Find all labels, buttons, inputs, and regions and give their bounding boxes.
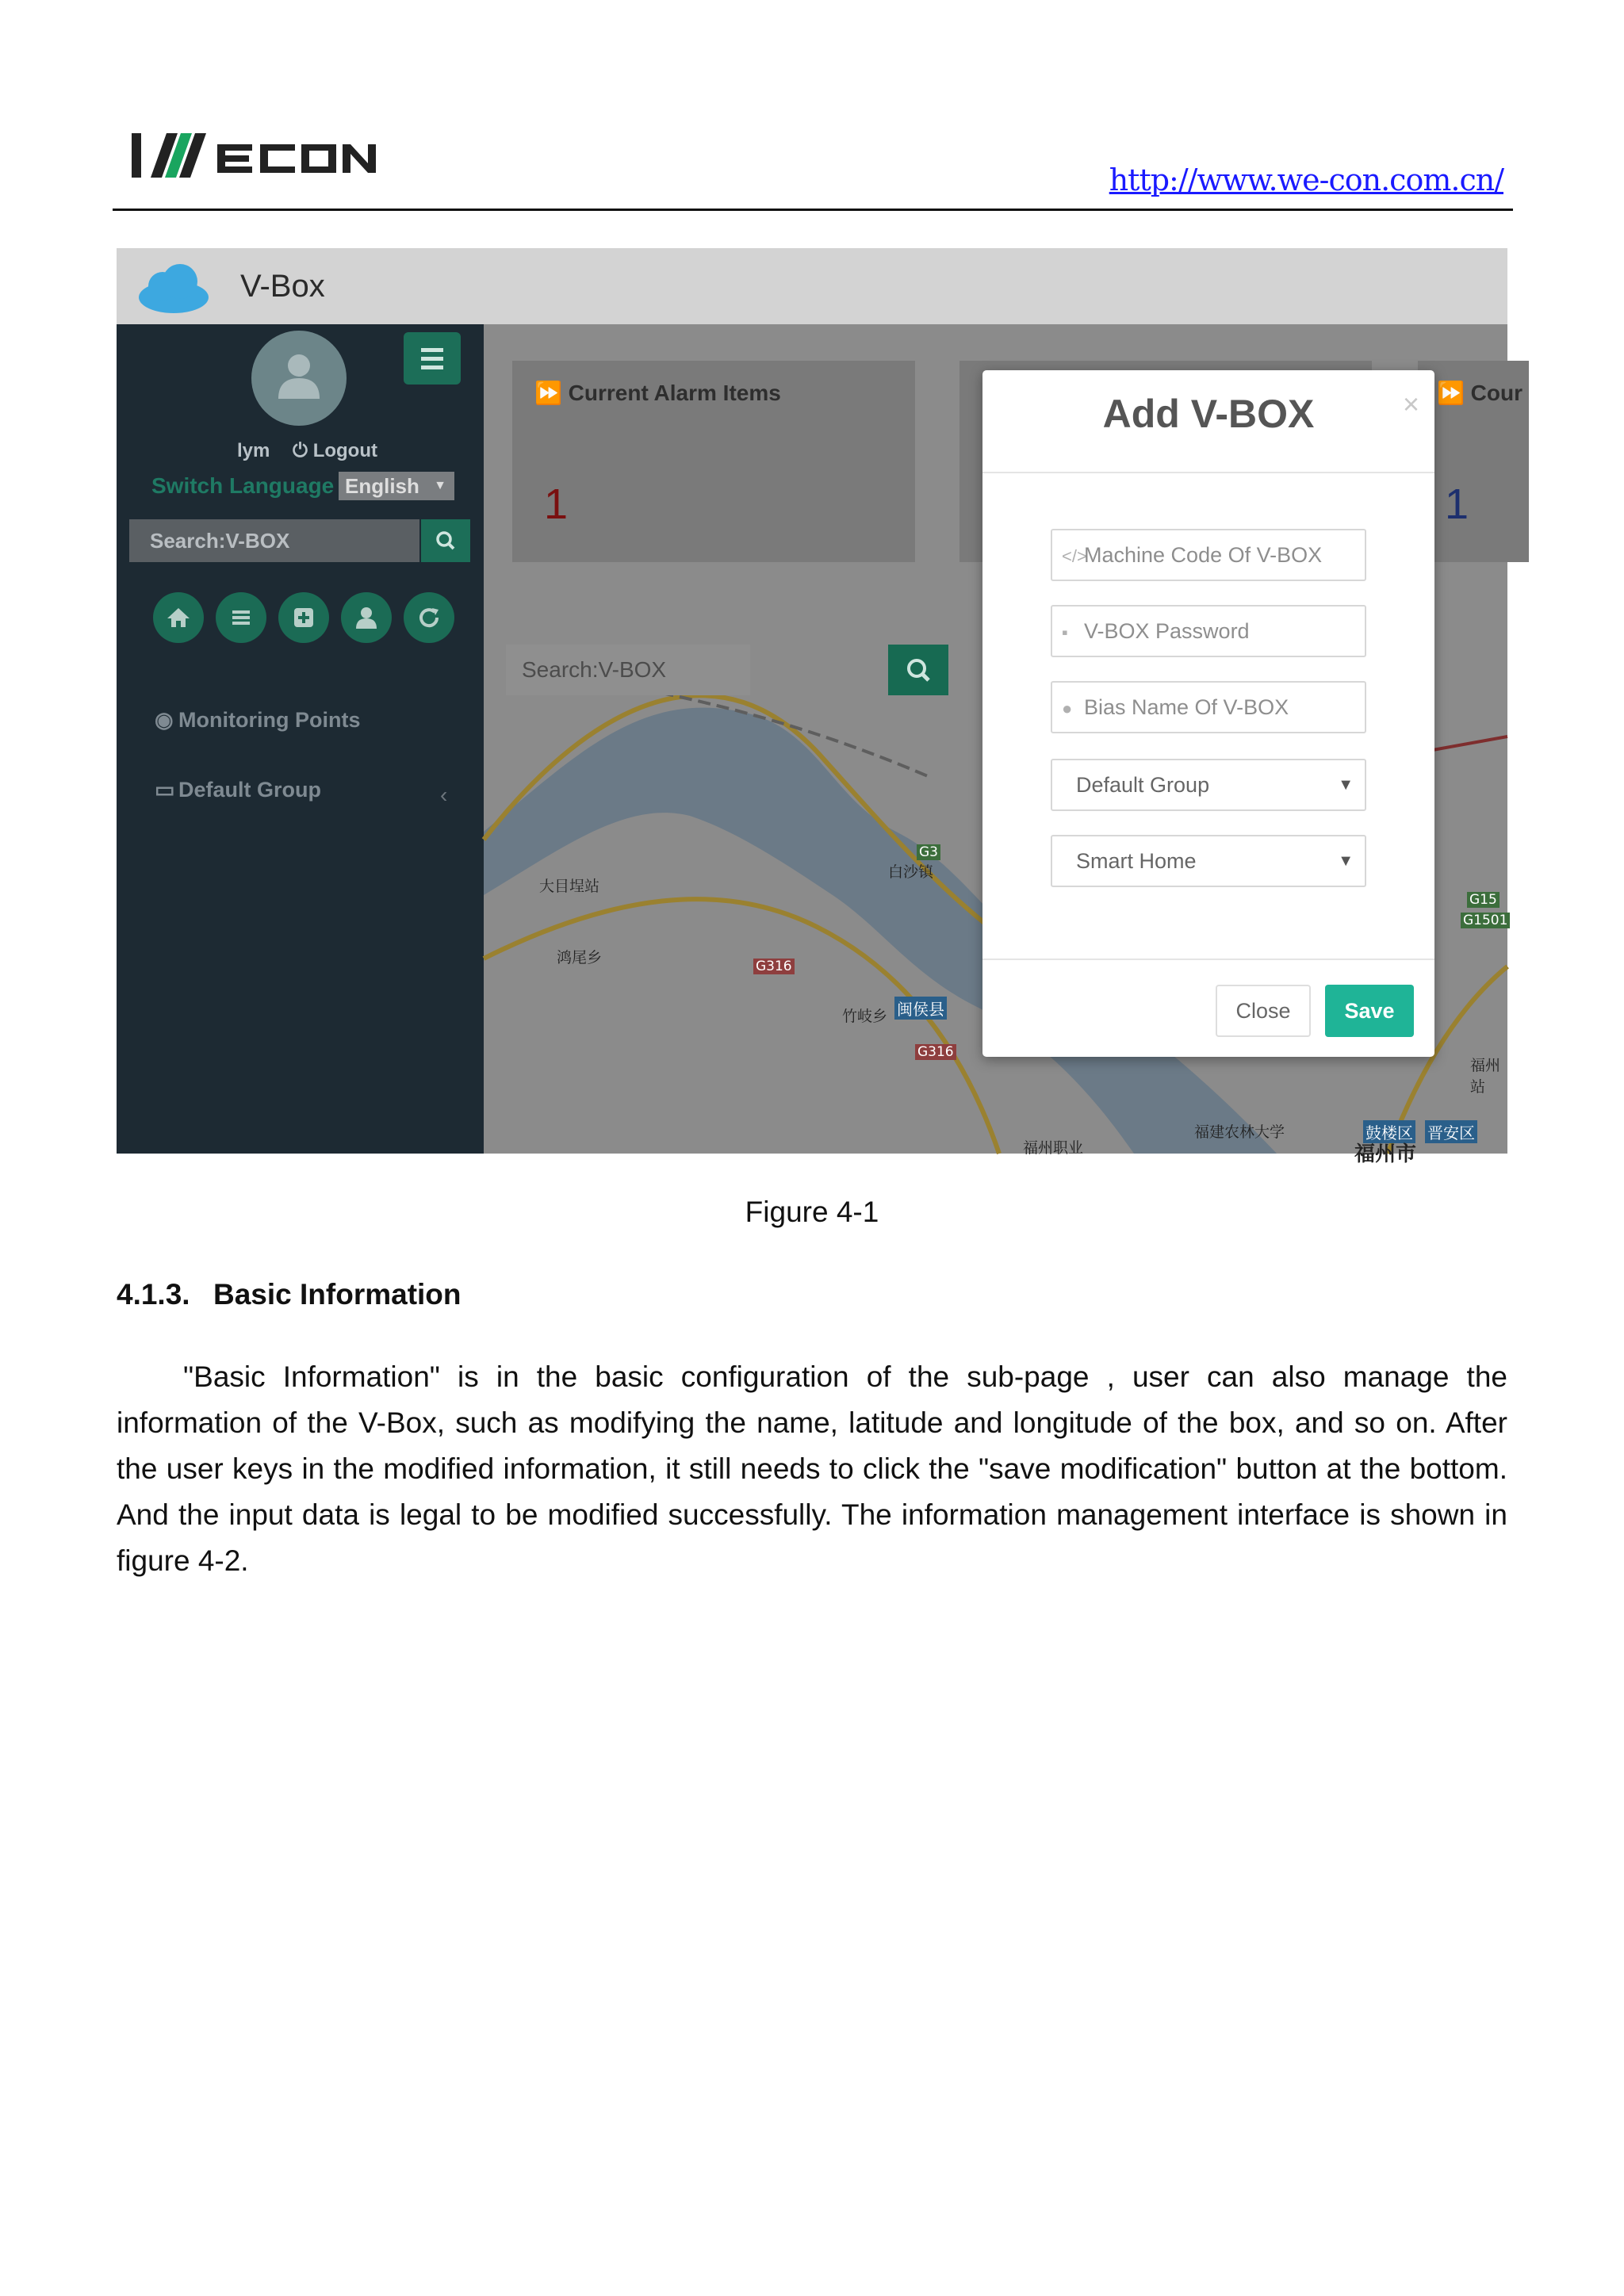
save-button[interactable]: Save [1325, 985, 1414, 1037]
user-icon [354, 605, 379, 630]
count-value: 1 [1445, 480, 1469, 528]
map-label: 福州站 [1470, 1057, 1501, 1096]
app-header-bar [117, 248, 1507, 324]
nav-label: Monitoring Points [178, 708, 361, 732]
select-value: Default Group [1076, 773, 1210, 797]
eye-icon: ◉ [155, 708, 174, 732]
user-icon: ● [1062, 698, 1073, 718]
logout-link[interactable] [293, 440, 377, 461]
add-button[interactable] [278, 592, 329, 643]
language-select[interactable] [339, 472, 454, 500]
wecon-logo [128, 127, 376, 184]
language-value: English [345, 474, 419, 498]
select-value: Smart Home [1076, 849, 1197, 873]
user-button[interactable] [341, 592, 392, 643]
map-label: G1501 [1461, 913, 1510, 928]
field-placeholder: Machine Code Of V-BOX [1084, 543, 1323, 567]
menu-toggle-button[interactable] [404, 332, 461, 385]
map-label: 鸿尾乡 [557, 949, 603, 966]
header-divider [113, 209, 1513, 211]
body-paragraph: "Basic Information" is in the basic configuration of the sub-page , user can also manage the information of the V-Box, such as modifying the name, latitude and longitude of the box, and so on. After the user keys in the modified information, it still needs to click the "save modification" button at the bottom. And the input data is legal to be modified successfully. The information management interface is shown in figure 4-2. [117, 1360, 1507, 1577]
map-label: G316 [753, 959, 795, 974]
refresh-icon [416, 605, 442, 630]
section-number: 4.1.3. [117, 1278, 190, 1311]
machine-code-input[interactable] [1051, 529, 1366, 581]
map-label: 闽侯县 [894, 997, 947, 1020]
plus-square-icon [291, 605, 316, 630]
chevron-down-icon: ▼ [1338, 852, 1354, 870]
switch-language-label: Switch Language [151, 473, 335, 498]
power-icon: ⏻ [293, 440, 308, 461]
modal-header-divider [982, 472, 1434, 473]
code-icon: </> [1062, 546, 1087, 566]
home-icon [166, 605, 191, 630]
refresh-button[interactable] [404, 592, 454, 643]
section-heading [117, 1278, 462, 1311]
map-search-input[interactable]: Search:V-BOX [506, 645, 750, 695]
sidebar-search-input[interactable]: Search:V-BOX [129, 519, 419, 562]
avatar [251, 331, 347, 426]
search-icon [888, 645, 948, 695]
sidebar [117, 324, 484, 1154]
screenshot-figure [117, 248, 1522, 1166]
nav-label: Default Group [178, 778, 321, 802]
add-vbox-modal [982, 370, 1434, 1057]
nav-monitoring-points[interactable] [155, 708, 360, 733]
logout-label: Logout [312, 440, 377, 461]
folder-icon: ▭ [155, 778, 175, 802]
alarm-panel [512, 361, 915, 562]
map-label: 福州职业 [1023, 1139, 1084, 1157]
map-search-button[interactable] [888, 645, 948, 695]
modal-footer-divider [982, 959, 1434, 960]
close-button[interactable]: Close [1216, 985, 1311, 1037]
chevron-left-icon[interactable]: ‹ [440, 783, 448, 807]
home-button[interactable] [153, 592, 204, 643]
map-label: 福州市 [1354, 1142, 1417, 1166]
panel-title: ⏩ Cour [1437, 381, 1522, 405]
figure-caption: Figure 4-1 [745, 1196, 879, 1228]
header-url-link[interactable]: http://www.we-con.com.cn/ [1109, 163, 1503, 197]
username: lym [237, 440, 270, 461]
nav-default-group[interactable] [155, 778, 321, 802]
map-label: G3 [917, 844, 940, 860]
user-row [237, 440, 377, 462]
scene-select[interactable] [1051, 835, 1366, 887]
close-icon[interactable]: × [1403, 388, 1420, 420]
user-avatar-icon [275, 351, 323, 404]
map-label: 福建农林大学 [1194, 1123, 1285, 1141]
list-button[interactable] [216, 592, 266, 643]
field-placeholder: Bias Name Of V-BOX [1084, 695, 1289, 719]
section-title: Basic Information [213, 1278, 462, 1311]
map-label: 大目埕站 [539, 878, 600, 895]
bias-name-input[interactable] [1051, 681, 1366, 733]
map-label: 鼓楼区 [1363, 1120, 1415, 1143]
list-icon [228, 605, 254, 630]
field-placeholder: V-BOX Password [1084, 619, 1250, 643]
map-label: 白沙镇 [888, 863, 934, 881]
panel-title: ⏩ Current Alarm Items [534, 381, 781, 405]
modal-title: Add V-BOX [1102, 392, 1315, 436]
map-label: G15 [1467, 892, 1500, 908]
chevron-down-icon: ▼ [1338, 776, 1354, 794]
group-select[interactable] [1051, 759, 1366, 811]
lock-icon: ▪ [1062, 622, 1068, 642]
chevron-down-icon: ▼ [434, 479, 446, 492]
cloud-icon [136, 259, 212, 315]
alarm-count: 1 [544, 480, 569, 528]
count-panel [1418, 361, 1529, 562]
map-label: 竹岐乡 [842, 1008, 888, 1025]
sidebar-search-button[interactable] [421, 519, 470, 562]
app-title: V-Box [240, 269, 325, 304]
map-label: 晋安区 [1425, 1120, 1477, 1143]
map-label: G316 [915, 1044, 956, 1060]
search-icon [421, 519, 470, 562]
vbox-password-input[interactable] [1051, 605, 1366, 657]
